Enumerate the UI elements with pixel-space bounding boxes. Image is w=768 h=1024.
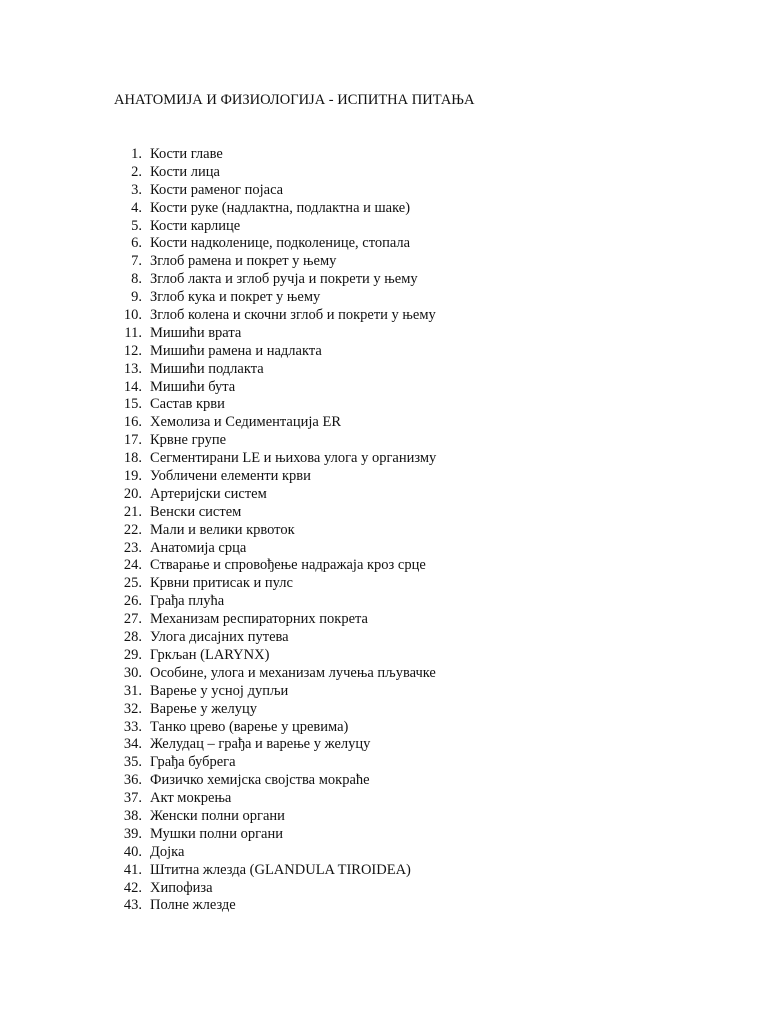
list-item [0,719,436,737]
list-item-text: Анатомија срца [150,539,247,556]
list-item-text: Кости карлице [150,217,241,234]
list-item-text: Дојка [150,843,185,860]
list-item-text: Кости главе [150,146,223,162]
list-item-number: 19. [123,468,142,485]
question-list [0,146,436,915]
list-item-text: Мушки полни органи [150,825,283,842]
list-item-number: 34. [123,736,142,753]
list-item-number: 15. [123,396,142,413]
list-item [0,432,436,450]
list-item-text: Састав крви [150,396,225,413]
list-item [0,772,436,790]
list-item [0,218,436,236]
list-item [0,164,436,182]
list-item-text: Мишићи врата [150,324,242,341]
list-item-number: 21. [123,503,142,520]
list-item-number: 41. [123,861,142,878]
list-item [0,182,436,200]
list-item-number: 16. [123,414,142,431]
list-item [0,611,436,629]
list-item-number: 8. [131,271,142,288]
list-item [0,897,436,915]
list-item-number: 38. [123,807,142,824]
list-item [0,468,436,486]
list-item [0,307,436,325]
list-item-number: 6. [131,235,142,252]
list-item [0,200,436,218]
list-item [0,379,436,397]
list-item [0,701,436,719]
list-item [0,826,436,844]
list-item-text: Зглоб лакта и зглоб ручја и покрети у њему [150,271,418,288]
list-item [0,736,436,754]
list-item-number: 37. [123,790,142,807]
list-item [0,575,436,593]
list-item [0,647,436,665]
list-item-number: 7. [131,253,142,270]
list-item-number: 43. [123,897,142,914]
list-item-number: 42. [123,879,142,896]
list-item-text: Варење у желуцу [150,700,257,717]
list-item-number: 9. [131,289,142,306]
list-item-number: 3. [131,181,142,198]
list-item-number: 23. [123,539,142,556]
list-item [0,253,436,271]
list-item [0,790,436,808]
list-item [0,862,436,880]
list-item [0,844,436,862]
list-item [0,325,436,343]
list-item [0,665,436,683]
list-item-text: Мишићи рамена и надлакта [150,342,322,359]
list-item-number: 31. [123,682,142,699]
list-item [0,880,436,898]
list-item-number: 26. [123,593,142,610]
list-item-text: Акт мокрења [150,790,232,807]
list-item-number: 2. [131,163,142,180]
list-item-number: 40. [123,843,142,860]
list-item-text: Особине, улога и механизам лучења пљувачке [150,664,436,681]
list-item-number: 36. [123,772,142,789]
list-item-number: 4. [131,199,142,216]
list-item-text: Механизам респираторних покрета [150,611,368,628]
list-item-text: Танко црево (варење у цревима) [150,718,349,735]
list-item [0,486,436,504]
list-item-number: 33. [123,718,142,735]
list-item-number: 18. [123,450,142,467]
list-item-text: Хипофиза [150,879,213,896]
list-item-number: 32. [123,700,142,717]
list-item-text: Желудац – грађа и варење у желуцу [150,736,371,753]
list-item [0,235,436,253]
list-item-text: Штитна жлезда (GLANDULA TIROIDEA) [150,861,411,878]
list-item-text: Крвне групе [150,432,227,449]
document-title: АНАТОМИЈА И ФИЗИОЛОГИЈА - ИСПИТНА ПИТАЊА [114,92,475,108]
list-item-number: 39. [123,825,142,842]
list-item [0,593,436,611]
list-item [0,522,436,540]
list-item-text: Варење у усној дупљи [150,682,289,699]
list-item [0,146,436,164]
list-item-text: Венски систем [150,503,242,520]
list-item-number: 14. [123,378,142,395]
list-item-number: 30. [123,664,142,681]
list-item [0,683,436,701]
list-item-text: Зглоб рамена и покрет у њему [150,253,337,270]
list-item-number: 28. [123,629,142,646]
list-item [0,271,436,289]
list-item-text: Сегментирани LE и њихова улога у организму [150,450,437,467]
list-item-text: Полне жлезде [150,897,236,914]
list-item [0,450,436,468]
list-item-number: 35. [123,754,142,771]
list-item [0,343,436,361]
list-item [0,557,436,575]
list-item [0,808,436,826]
list-item [0,289,436,307]
list-item-number: 29. [123,646,142,663]
list-item-number: 24. [123,557,142,574]
list-item [0,361,436,379]
list-item-text: Грађа бубрега [150,754,236,771]
list-item [0,396,436,414]
list-item-text: Улога дисајних путева [150,629,289,646]
list-item-text: Хемолиза и Седиментација ER [150,414,341,431]
list-item-text: Грађа плућа [150,593,225,610]
list-item [0,414,436,432]
list-item-text: Кости раменог појаса [150,181,284,198]
list-item-text: Кости надколенице, подколенице, стопала [150,235,411,252]
list-item-text: Стварање и спровођење надражаја кроз срце [150,557,426,574]
list-item [0,754,436,772]
list-item-text: Физичко хемијска својства мокраће [150,772,370,789]
list-item-text: Мишићи подлакта [150,360,264,377]
list-item-number: 5. [131,217,142,234]
list-item-number: 27. [123,611,142,628]
list-item-text: Зглоб колена и скочни зглоб и покрети у њему [150,307,436,324]
list-item-number: 13. [123,360,142,377]
list-item-text: Женски полни органи [150,807,285,824]
list-item-text: Гркљан (LARYNX) [150,646,270,663]
list-item [0,540,436,558]
list-item-text: Мишићи бута [150,378,236,395]
list-item [0,629,436,647]
list-item-number: 25. [123,575,142,592]
list-item-number: 10. [123,307,142,324]
list-item-text: Мали и велики крвоток [150,521,295,538]
list-item-number: 1. [131,146,142,162]
list-item-number: 20. [123,485,142,502]
list-item-text: Кости руке (надлактна, подлактна и шаке) [150,199,411,216]
list-item-text: Уобличени елементи крви [150,468,311,485]
list-item-text: Зглоб кука и покрет у њему [150,289,321,306]
list-item-number: 17. [123,432,142,449]
list-item-text: Крвни притисак и пулс [150,575,293,592]
list-item-number: 11. [124,324,142,341]
list-item-number: 22. [123,521,142,538]
list-item-number: 12. [123,342,142,359]
list-item-text: Кости лица [150,163,220,180]
list-item-text: Артеријски систем [150,485,267,502]
list-item [0,504,436,522]
